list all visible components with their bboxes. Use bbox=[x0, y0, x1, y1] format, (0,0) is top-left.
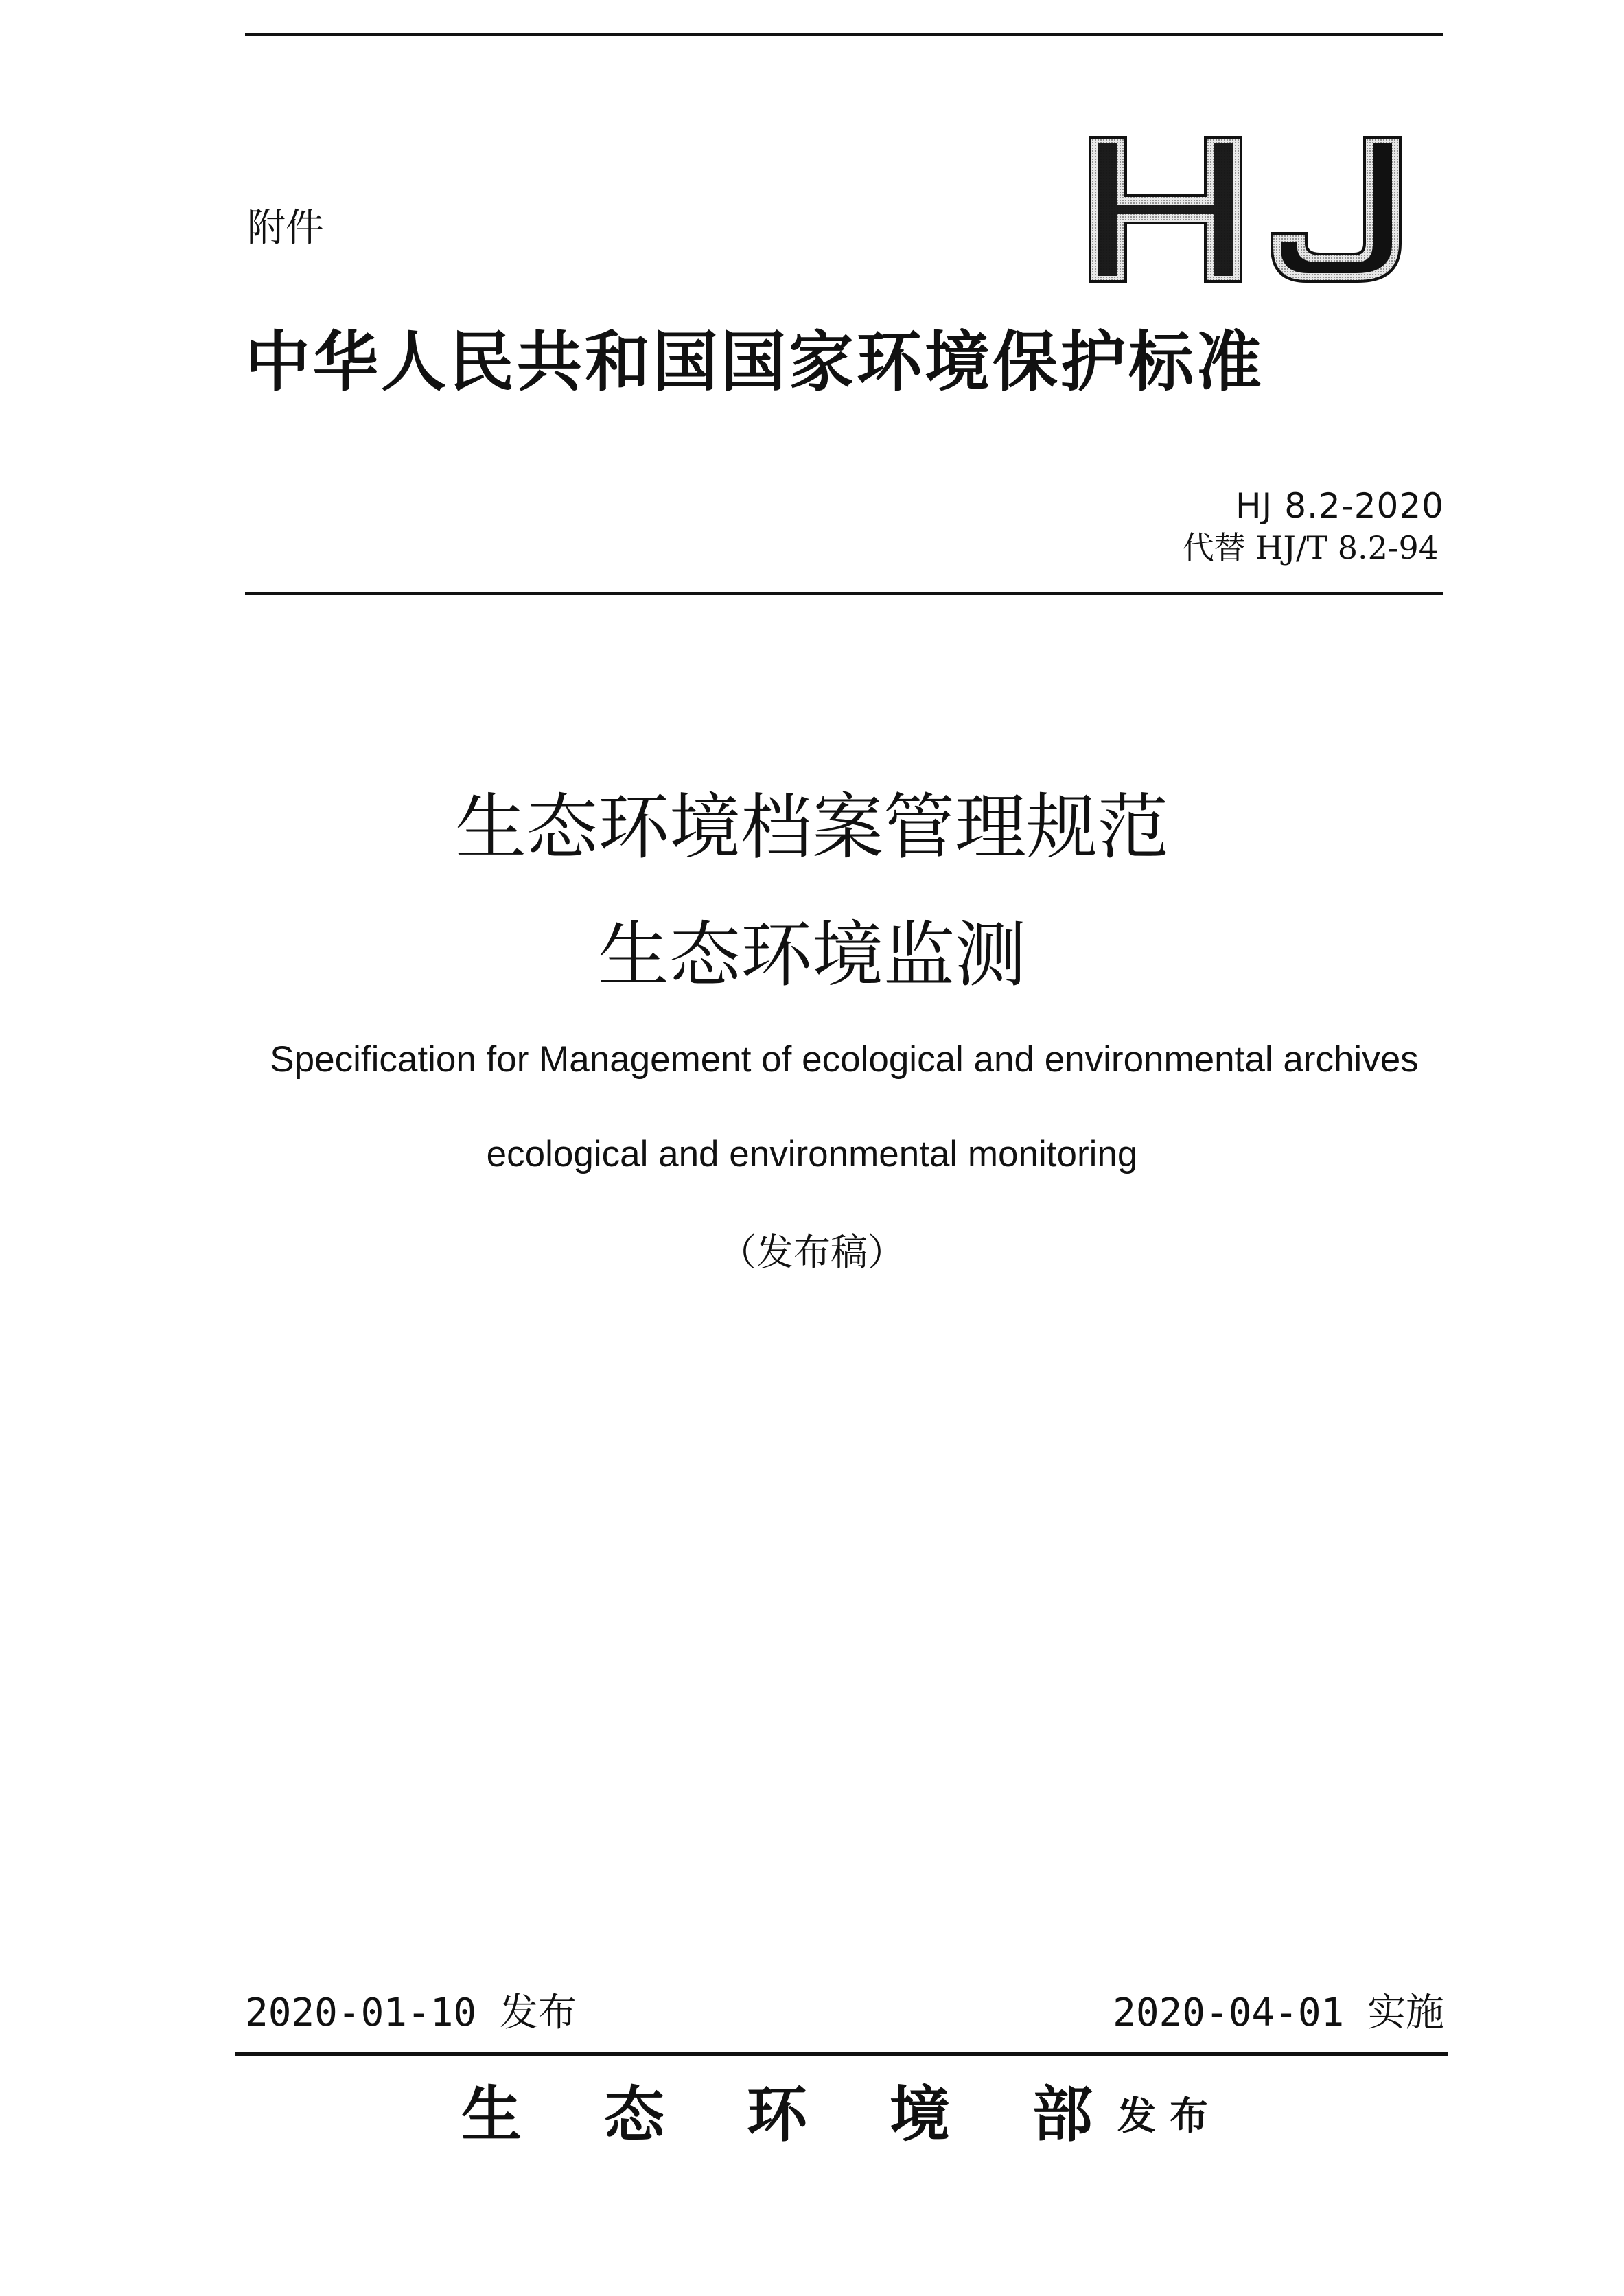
title-en-line1: Specification for Management of ecological and environmental archives bbox=[270, 1039, 1419, 1080]
title-en-line2: ecological and environmental monitoring bbox=[486, 1134, 1138, 1174]
title-cn-line1: 生态环境档案管理规范 bbox=[454, 785, 1169, 869]
footer-divider bbox=[235, 2052, 1448, 2056]
org-title-text: 中华人民共和国国家环境保护标准 bbox=[245, 324, 1265, 400]
issue-date: 2020-01-10 发布 bbox=[245, 1991, 577, 2035]
replaces-standard: 代替 HJ/T 8.2-94 bbox=[1182, 529, 1439, 566]
publisher-char: 环 bbox=[746, 2078, 807, 2150]
publisher-char: 态 bbox=[603, 2078, 664, 2150]
org-title bbox=[245, 323, 1443, 402]
publisher-char: 生 bbox=[461, 2078, 522, 2150]
standard-number: HJ 8.2-2020 bbox=[1235, 486, 1444, 526]
title-cn-line2: 生态环境监测 bbox=[597, 913, 1026, 997]
hj-logo bbox=[1083, 130, 1413, 288]
publisher-name bbox=[461, 2080, 1093, 2148]
publish-suffix: 发布 bbox=[1117, 2094, 1222, 2139]
publisher-char: 境 bbox=[889, 2078, 950, 2150]
attachment-label: 附件 bbox=[247, 206, 324, 251]
publisher-char: 部 bbox=[1032, 2078, 1093, 2150]
top-rule bbox=[245, 33, 1443, 36]
implementation-date: 2020-04-01 实施 bbox=[1113, 1991, 1444, 2035]
draft-status: （发布稿） bbox=[719, 1231, 905, 1274]
header-divider bbox=[245, 592, 1443, 595]
